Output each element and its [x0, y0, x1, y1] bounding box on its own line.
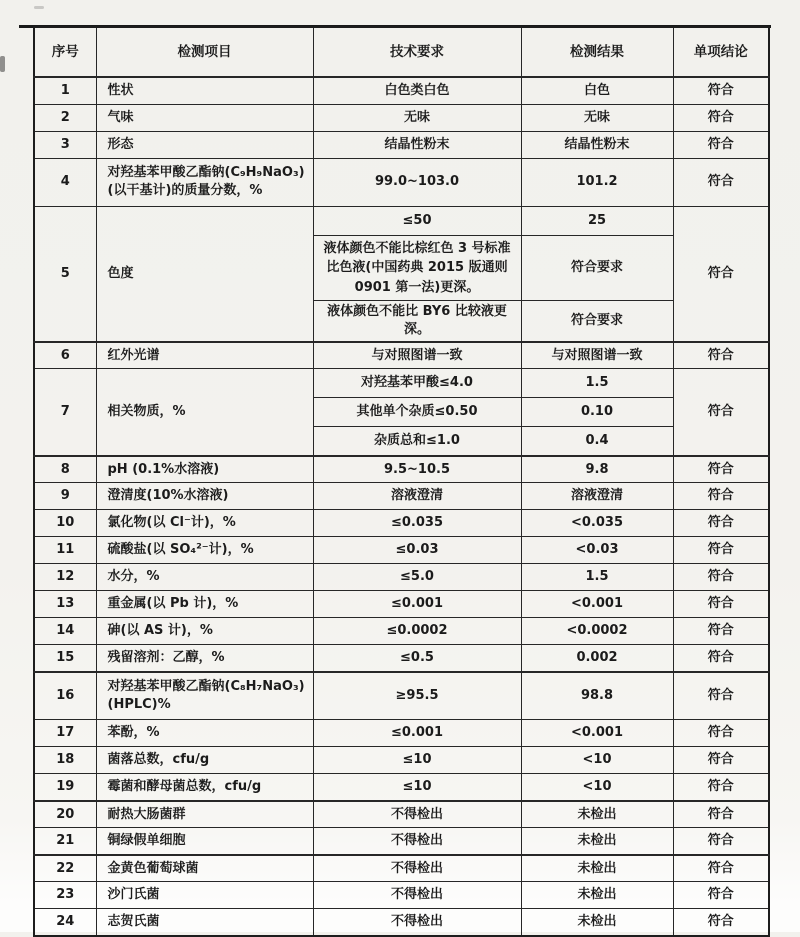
row-no: 21 — [34, 828, 96, 855]
row-no: 23 — [34, 882, 96, 909]
row-requirement: ≤10 — [313, 747, 521, 774]
row-result: 0.002 — [521, 645, 673, 672]
row-requirement: ≤10 — [313, 774, 521, 801]
row-no: 1 — [34, 77, 96, 104]
table-row — [34, 672, 769, 720]
table-row — [34, 855, 769, 882]
row-requirement: 白色类白色 — [313, 77, 521, 104]
table-row-merged — [34, 206, 769, 235]
row-result: <0.03 — [521, 537, 673, 564]
row-requirement: 不得检出 — [313, 882, 521, 909]
row-requirement: ≤0.001 — [313, 591, 521, 618]
row-result: 1.5 — [521, 564, 673, 591]
row-conclusion: 符合 — [673, 774, 769, 801]
row-no: 12 — [34, 564, 96, 591]
row-conclusion: 符合 — [673, 645, 769, 672]
row-item: 金黄色葡萄球菌 — [96, 855, 313, 882]
row-conclusion: 符合 — [673, 510, 769, 537]
row-item: 耐热大肠菌群 — [96, 801, 313, 828]
row-item: 色度 — [96, 206, 313, 342]
row-no: 2 — [34, 104, 96, 131]
row-result: 未检出 — [521, 801, 673, 828]
row-conclusion: 符合 — [673, 747, 769, 774]
table-row-merged — [34, 369, 769, 398]
row-no: 6 — [34, 342, 96, 369]
row-requirement: 溶液澄清 — [313, 483, 521, 510]
row-conclusion: 符合 — [673, 104, 769, 131]
row-requirement: 不得检出 — [313, 828, 521, 855]
row-result: <10 — [521, 747, 673, 774]
row-item: 菌落总数，cfu/g — [96, 747, 313, 774]
row-result: 与对照图谱一致 — [521, 342, 673, 369]
row-sub-requirement: 液体颜色不能比 BY6 比较液更深。 — [313, 301, 521, 342]
table-row — [34, 342, 769, 369]
row-sub-result: 1.5 — [521, 369, 673, 398]
row-conclusion: 符合 — [673, 483, 769, 510]
row-requirement: ≤0.035 — [313, 510, 521, 537]
row-item: 对羟基苯甲酸乙酯钠(C₉H₉NaO₃)(以干基计)的质量分数，% — [96, 158, 313, 206]
table-row — [34, 591, 769, 618]
row-requirement: ≥95.5 — [313, 672, 521, 720]
row-no: 7 — [34, 369, 96, 456]
row-requirement: ≤0.5 — [313, 645, 521, 672]
row-sub-result: 25 — [521, 206, 673, 235]
row-conclusion: 符合 — [673, 855, 769, 882]
row-no: 14 — [34, 618, 96, 645]
row-item: 苯酚，% — [96, 720, 313, 747]
table-row — [34, 774, 769, 801]
scan-artifact — [0, 56, 5, 72]
row-item: pH (0.1%水溶液) — [96, 456, 313, 483]
row-sub-requirement: 对羟基苯甲酸≤4.0 — [313, 369, 521, 398]
row-item: 红外光谱 — [96, 342, 313, 369]
row-requirement: 不得检出 — [313, 855, 521, 882]
row-conclusion: 符合 — [673, 537, 769, 564]
row-conclusion: 符合 — [673, 618, 769, 645]
row-conclusion: 符合 — [673, 672, 769, 720]
row-conclusion: 符合 — [673, 158, 769, 206]
table-row — [34, 483, 769, 510]
col-header-conclusion: 单项结论 — [673, 27, 769, 77]
col-header-item: 检测项目 — [96, 27, 313, 77]
row-item: 硫酸盐(以 SO₄²⁻计)，% — [96, 537, 313, 564]
row-item: 霉菌和酵母菌总数，cfu/g — [96, 774, 313, 801]
table-row — [34, 158, 769, 206]
row-item: 相关物质，% — [96, 369, 313, 456]
row-requirement: 结晶性粉末 — [313, 131, 521, 158]
row-requirement: 无味 — [313, 104, 521, 131]
row-requirement: ≤0.001 — [313, 720, 521, 747]
scan-artifact — [34, 6, 44, 9]
row-item: 形态 — [96, 131, 313, 158]
row-requirement: ≤0.03 — [313, 537, 521, 564]
row-conclusion: 符合 — [673, 720, 769, 747]
row-item: 对羟基苯甲酸乙酯钠(C₈H₇NaO₃)(HPLC)% — [96, 672, 313, 720]
row-sub-requirement: 其他单个杂质≤0.50 — [313, 398, 521, 427]
row-no: 4 — [34, 158, 96, 206]
row-conclusion: 符合 — [673, 828, 769, 855]
row-result: 白色 — [521, 77, 673, 104]
row-result: 溶液澄清 — [521, 483, 673, 510]
row-result: <0.001 — [521, 591, 673, 618]
row-sub-requirement: 液体颜色不能比棕红色 3 号标准比色液(中国药典 2015 版通则 0901 第一法)更深。 — [313, 235, 521, 301]
row-result: 未检出 — [521, 909, 673, 936]
row-result: 98.8 — [521, 672, 673, 720]
table-row — [34, 564, 769, 591]
row-item: 氯化物(以 Cl⁻计)，% — [96, 510, 313, 537]
row-item: 性状 — [96, 77, 313, 104]
row-conclusion: 符合 — [673, 131, 769, 158]
row-no: 17 — [34, 720, 96, 747]
row-sub-requirement: ≤50 — [313, 206, 521, 235]
row-sub-requirement: 杂质总和≤1.0 — [313, 427, 521, 456]
row-no: 5 — [34, 206, 96, 342]
row-requirement: 不得检出 — [313, 801, 521, 828]
row-item: 砷(以 AS 计)，% — [96, 618, 313, 645]
row-requirement: ≤5.0 — [313, 564, 521, 591]
row-no: 19 — [34, 774, 96, 801]
table-row — [34, 104, 769, 131]
row-result: <0.0002 — [521, 618, 673, 645]
row-no: 13 — [34, 591, 96, 618]
row-result: 101.2 — [521, 158, 673, 206]
table-row — [34, 882, 769, 909]
row-requirement: 与对照图谱一致 — [313, 342, 521, 369]
table-row — [34, 747, 769, 774]
row-result: 未检出 — [521, 855, 673, 882]
row-no: 24 — [34, 909, 96, 936]
inspection-report-table — [33, 26, 770, 937]
row-item: 澄清度(10%水溶液) — [96, 483, 313, 510]
row-requirement: 9.5~10.5 — [313, 456, 521, 483]
row-conclusion: 符合 — [673, 77, 769, 104]
row-conclusion: 符合 — [673, 456, 769, 483]
row-no: 10 — [34, 510, 96, 537]
row-conclusion: 符合 — [673, 342, 769, 369]
row-result: 结晶性粉末 — [521, 131, 673, 158]
row-no: 16 — [34, 672, 96, 720]
row-conclusion: 符合 — [673, 564, 769, 591]
table-row — [34, 828, 769, 855]
col-header-requirement: 技术要求 — [313, 27, 521, 77]
table-row — [34, 645, 769, 672]
table-row — [34, 131, 769, 158]
table-row — [34, 618, 769, 645]
row-item: 水分，% — [96, 564, 313, 591]
row-sub-result: 0.10 — [521, 398, 673, 427]
table-row — [34, 77, 769, 104]
row-result: <0.035 — [521, 510, 673, 537]
table-row — [34, 537, 769, 564]
row-no: 20 — [34, 801, 96, 828]
row-result: 9.8 — [521, 456, 673, 483]
table-row — [34, 801, 769, 828]
row-item: 沙门氏菌 — [96, 882, 313, 909]
row-sub-result: 符合要求 — [521, 235, 673, 301]
row-item: 志贺氏菌 — [96, 909, 313, 936]
row-conclusion: 符合 — [673, 591, 769, 618]
row-result: 未检出 — [521, 882, 673, 909]
row-item: 残留溶剂：乙醇，% — [96, 645, 313, 672]
row-result: <10 — [521, 774, 673, 801]
col-header-no: 序号 — [34, 27, 96, 77]
row-no: 9 — [34, 483, 96, 510]
row-sub-result: 符合要求 — [521, 301, 673, 342]
row-result: 未检出 — [521, 828, 673, 855]
row-no: 22 — [34, 855, 96, 882]
row-no: 11 — [34, 537, 96, 564]
row-no: 3 — [34, 131, 96, 158]
table-row — [34, 510, 769, 537]
row-requirement: 不得检出 — [313, 909, 521, 936]
col-header-result: 检测结果 — [521, 27, 673, 77]
row-result: 无味 — [521, 104, 673, 131]
table-header-row — [34, 27, 769, 77]
row-no: 8 — [34, 456, 96, 483]
row-requirement: ≤0.0002 — [313, 618, 521, 645]
row-conclusion: 符合 — [673, 909, 769, 936]
row-item: 气味 — [96, 104, 313, 131]
row-conclusion: 符合 — [673, 369, 769, 456]
table-row — [34, 720, 769, 747]
row-result: <0.001 — [521, 720, 673, 747]
row-conclusion: 符合 — [673, 882, 769, 909]
row-conclusion: 符合 — [673, 206, 769, 342]
row-no: 18 — [34, 747, 96, 774]
row-no: 15 — [34, 645, 96, 672]
row-conclusion: 符合 — [673, 801, 769, 828]
row-item: 铜绿假单细胞 — [96, 828, 313, 855]
row-requirement: 99.0~103.0 — [313, 158, 521, 206]
row-item: 重金属(以 Pb 计)，% — [96, 591, 313, 618]
row-sub-result: 0.4 — [521, 427, 673, 456]
table-row — [34, 456, 769, 483]
